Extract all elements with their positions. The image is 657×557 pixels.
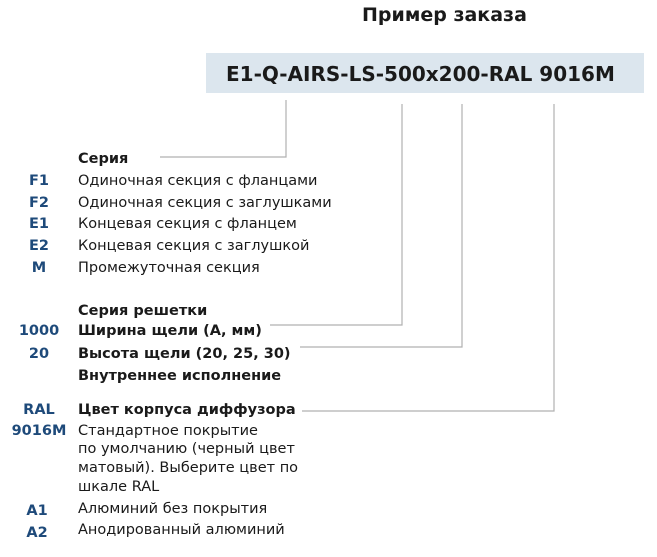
leader-color: [302, 104, 554, 411]
grille-width-label: Ширина щели (А, мм): [78, 323, 262, 339]
series-label-m: Промежуточная секция: [78, 260, 260, 276]
color-code-ral: RAL: [23, 402, 55, 418]
color-code-a2: A2: [26, 525, 48, 541]
series-code-e2: E2: [29, 238, 49, 254]
leader-grille-height: [300, 104, 462, 347]
color-desc-line: шкале RAL: [78, 479, 160, 495]
grille-internal-label: Внутреннее исполнение: [78, 368, 282, 384]
series-code-f2: F2: [29, 195, 49, 211]
order-code: E1-Q-AIRS-LS-500x200-RAL 9016M: [226, 62, 615, 86]
grille-heading: Серия решетки: [78, 303, 208, 319]
series-label-e2: Концевая секция с заглушкой: [78, 238, 310, 254]
color-desc-line: Стандартное покрытие: [78, 423, 258, 439]
color-desc-line: матовый). Выберите цвет по: [78, 460, 299, 476]
series-label-f2: Одиночная секция с заглушками: [78, 195, 332, 211]
page-title: Пример заказа: [362, 4, 527, 26]
color-code-a1: A1: [26, 503, 48, 519]
series-label-e1: Концевая секция с фланцем: [78, 216, 297, 232]
series-label-f1: Одиночная секция с фланцами: [78, 173, 318, 189]
color-label-a2: Анодированный алюминий: [78, 522, 285, 538]
leader-series: [160, 100, 286, 157]
grille-height-label: Высота щели (20, 25, 30): [78, 346, 291, 362]
series-code-e1: E1: [29, 216, 49, 232]
color-label-a1: Алюминий без покрытия: [78, 501, 268, 517]
grille-width-code: 1000: [18, 323, 60, 339]
series-code-m: M: [31, 260, 47, 276]
color-desc-line: по умолчанию (черный цвет: [78, 441, 295, 457]
series-heading: Серия: [78, 151, 129, 167]
color-heading: Цвет корпуса диффузора: [78, 402, 296, 418]
color-code-9016m: 9016M: [11, 423, 67, 439]
grille-height-code: 20: [28, 346, 50, 362]
series-code-f1: F1: [29, 173, 49, 189]
